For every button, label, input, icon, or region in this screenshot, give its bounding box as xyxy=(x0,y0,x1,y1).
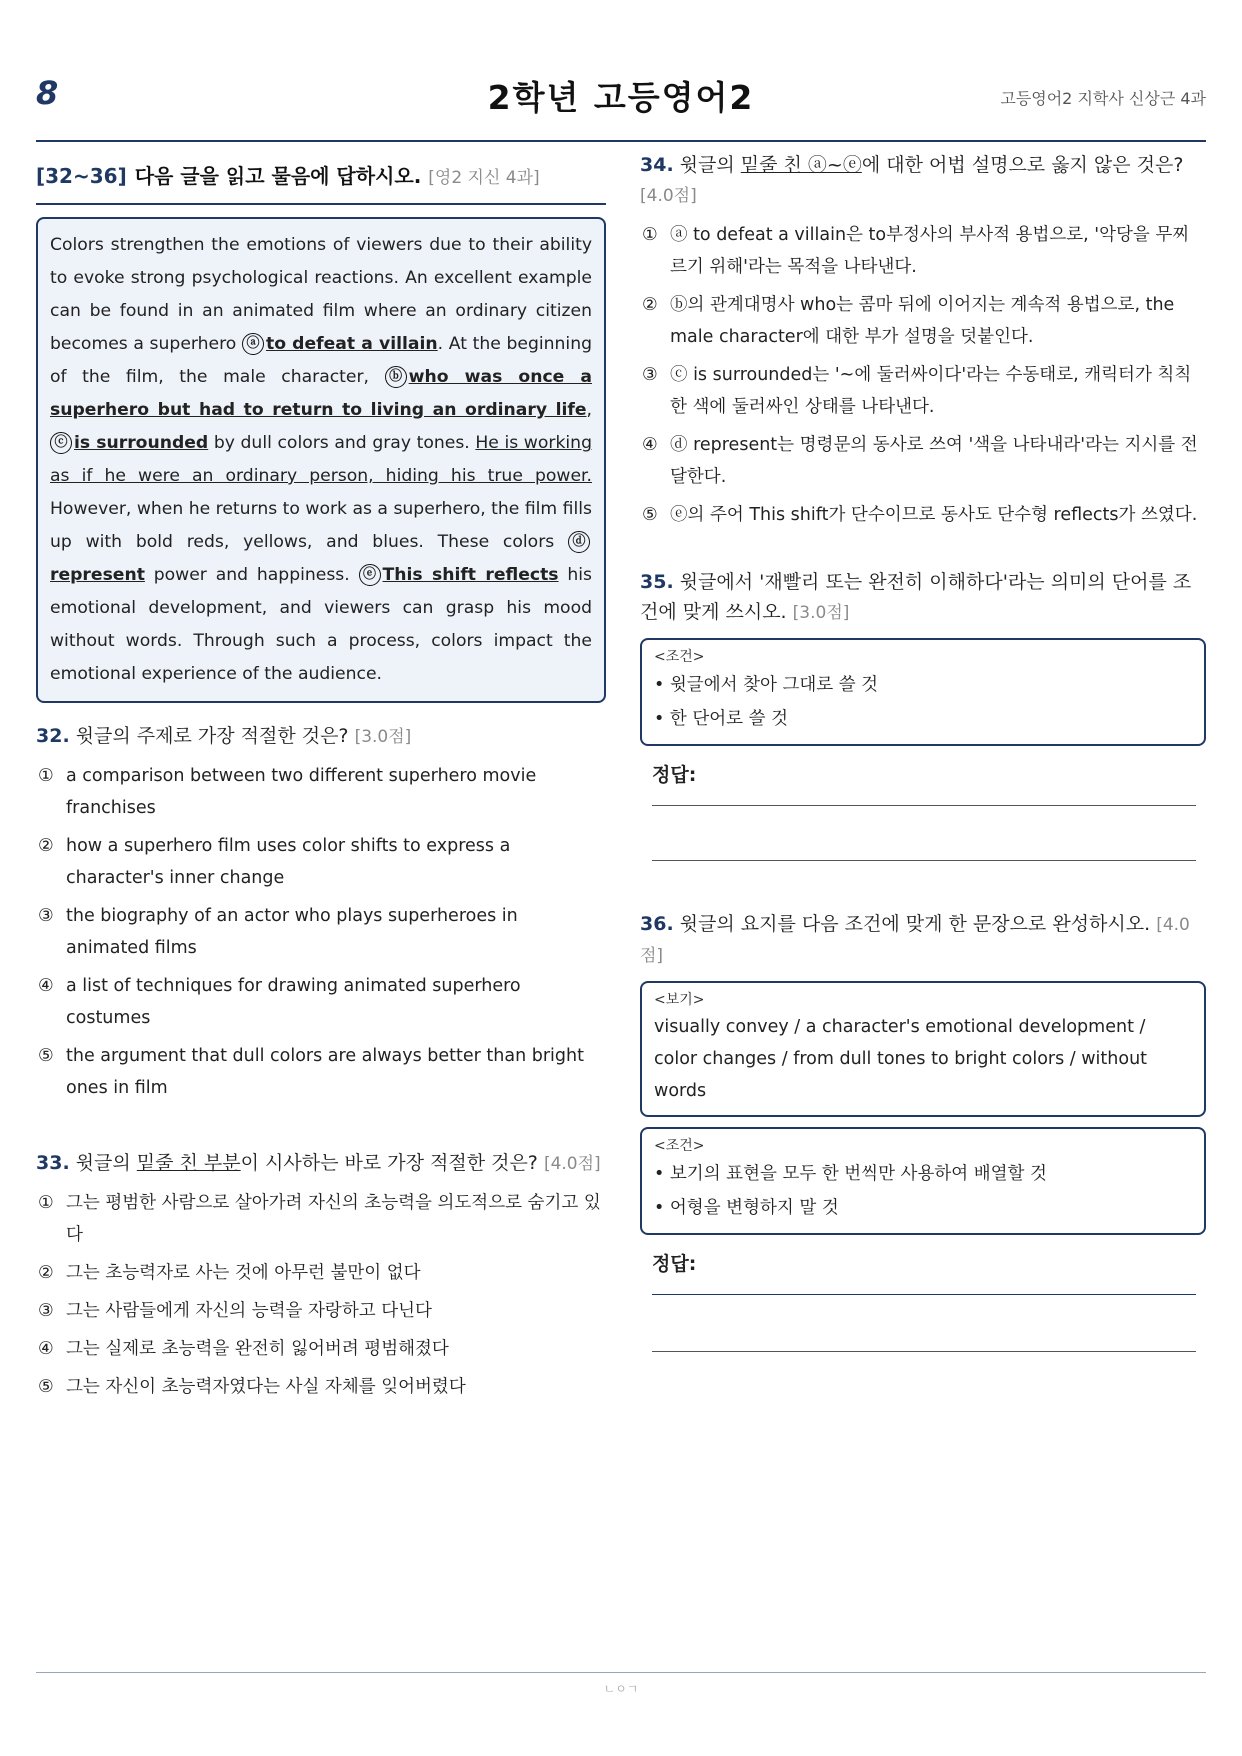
condition-item: • 보기의 표현을 모두 한 번씩만 사용하여 배열할 것 xyxy=(654,1164,1047,1184)
underlined-b: who was once a superhero but had to return to living an ordinary life xyxy=(50,367,592,420)
option-number: ③ xyxy=(642,365,658,385)
q33-option-4[interactable] xyxy=(36,1333,606,1365)
q34-options xyxy=(640,219,1206,531)
q32-option-4[interactable] xyxy=(36,970,606,1034)
question-32 xyxy=(36,721,606,752)
condition-item: • 어형을 변형하지 말 것 xyxy=(654,1198,839,1218)
option-number: ① xyxy=(38,766,54,786)
question-points: [3.0점] xyxy=(354,727,412,747)
q35-answer-line-1[interactable] xyxy=(652,805,1196,806)
question-text-underlined: 밑줄 친 부분 xyxy=(136,1152,241,1174)
q32-option-2[interactable] xyxy=(36,830,606,894)
option-text: 그는 실제로 초능력을 완전히 잃어버려 평범해졌다 xyxy=(66,1339,449,1359)
conditions-label: <조건> xyxy=(654,1138,705,1154)
q32-options xyxy=(36,760,606,1104)
passage-text: Colors strengthen the emotions of viewers due to their ability to evoke strong psychological reactions. An excellent example can be found in an animated film where an ordinary citizen becomes a superhero xyxy=(50,235,592,354)
question-text: 윗글에서 '재빨리 또는 완전히 이해하다'라는 의미의 단어를 조건에 맞게 쓰시오. xyxy=(640,571,1192,623)
section-range: [32~36] xyxy=(36,164,127,188)
marker-c: ⓒ xyxy=(50,432,72,454)
question-points: [3.0점] xyxy=(792,603,850,623)
option-text: 그는 평범한 사람으로 살아가려 자신의 초능력을 의도적으로 숨기고 있다 xyxy=(66,1193,601,1245)
underlined-c: is surrounded xyxy=(74,433,209,453)
q33-option-2[interactable] xyxy=(36,1257,606,1289)
question-points: [4.0점] xyxy=(640,915,1190,966)
q32-option-1[interactable] xyxy=(36,760,606,824)
q36-example-box xyxy=(640,981,1206,1117)
question-33 xyxy=(36,1148,606,1179)
left-column xyxy=(36,160,606,1409)
q34-option-5[interactable] xyxy=(640,499,1206,531)
q34-option-1[interactable] xyxy=(640,219,1206,283)
question-points: [4.0점] xyxy=(543,1154,601,1174)
q33-option-1[interactable] xyxy=(36,1187,606,1251)
footer-divider xyxy=(36,1672,1206,1673)
section-source: [영2 지신 4과] xyxy=(428,168,540,188)
page-number: 8 xyxy=(36,74,59,112)
question-36 xyxy=(640,909,1206,971)
option-number: ⑤ xyxy=(38,1046,54,1066)
q32-option-5[interactable] xyxy=(36,1040,606,1104)
passage-text: power and happiness. xyxy=(144,565,359,585)
option-number: ④ xyxy=(38,1339,54,1359)
question-text: 윗글의 xyxy=(75,1152,137,1174)
conditions-label: <조건> xyxy=(654,649,705,665)
option-text: ⓒ is surrounded는 '~에 둘러싸이다'라는 수동태로, 캐릭터가 칙칙한 색에 둘러싸인 상태를 나타낸다. xyxy=(670,365,1192,417)
q33-options xyxy=(36,1187,606,1403)
reading-passage xyxy=(36,217,606,703)
underlined-sentence: He is working as if he were an ordinary person, hiding his true power. xyxy=(50,433,592,486)
page-header xyxy=(36,60,1206,142)
course-info: 고등영어2 지학사 신상근 4과 xyxy=(1000,89,1206,108)
section-instruction: 다음 글을 읽고 물음에 답하시오. xyxy=(134,164,422,188)
option-text: 그는 자신이 초능력자였다는 사실 자체를 잊어버렸다 xyxy=(66,1377,466,1397)
question-number: 33. xyxy=(36,1152,70,1174)
marker-e: ⓔ xyxy=(359,564,381,586)
option-text: a list of techniques for drawing animated superhero costumes xyxy=(66,976,521,1028)
exam-title: 2학년 고등영어2 xyxy=(487,78,755,117)
option-text: the argument that dull colors are always better than bright ones in film xyxy=(66,1046,584,1098)
option-number: ① xyxy=(38,1193,54,1213)
q34-option-3[interactable] xyxy=(640,359,1206,423)
footer-mark: ㄴㅇㄱ xyxy=(603,1682,639,1696)
q34-option-4[interactable] xyxy=(640,429,1206,493)
option-text: 그는 초능력자로 사는 것에 아무런 불만이 없다 xyxy=(66,1263,421,1283)
marker-b: ⓑ xyxy=(385,366,407,388)
question-number: 35. xyxy=(640,571,674,593)
q36-answer-line-2[interactable] xyxy=(652,1351,1196,1352)
question-text: 이 시사하는 바로 가장 적절한 것은? xyxy=(240,1152,538,1174)
underlined-d: represent xyxy=(50,565,145,585)
option-text: ⓑ의 관계대명사 who는 콤마 뒤에 이어지는 계속적 용법으로, the male character에 대한 부가 설명을 덧붙인다. xyxy=(670,295,1175,347)
passage-text: . At the beginning of the film, the male character, xyxy=(50,334,592,387)
q36-answer-label: 정답: xyxy=(652,1253,697,1275)
underlined-a: to defeat a villain xyxy=(265,334,438,354)
question-number: 36. xyxy=(640,913,674,935)
q33-option-5[interactable] xyxy=(36,1371,606,1403)
underlined-e: This shift reflects xyxy=(382,565,559,585)
option-number: ④ xyxy=(642,435,658,455)
q32-option-3[interactable] xyxy=(36,900,606,964)
question-35 xyxy=(640,567,1206,628)
option-text: the biography of an actor who plays superheroes in animated films xyxy=(66,906,518,958)
question-text: 윗글의 요지를 다음 조건에 맞게 한 문장으로 완성하시오. xyxy=(679,913,1151,935)
option-text: ⓓ represent는 명령문의 동사로 쓰여 '색을 나타내라'라는 지시를 전달한다. xyxy=(670,435,1198,487)
question-text: 윗글의 xyxy=(679,154,741,176)
q36-conditions-box xyxy=(640,1127,1206,1235)
option-number: ② xyxy=(38,836,54,856)
option-number: ③ xyxy=(38,906,54,926)
passage-text: his emotional development, and viewers can grasp his mood without words. Through such a process, colors impact the emotional experience of the audience. xyxy=(50,565,592,684)
option-number: ⑤ xyxy=(642,505,658,525)
example-label: <보기> xyxy=(654,992,705,1008)
q36-answer-line-1[interactable] xyxy=(652,1294,1196,1295)
q33-option-3[interactable] xyxy=(36,1295,606,1327)
passage-text: , xyxy=(586,400,592,420)
option-text: ⓐ to defeat a villain은 to부정사의 부사적 용법으로, '악당을 무찌르기 위해'라는 목적을 나타낸다. xyxy=(670,225,1190,277)
q35-answer-label: 정답: xyxy=(652,764,697,786)
option-text: how a superhero film uses color shifts to express a character's inner change xyxy=(66,836,511,888)
question-points: [4.0점] xyxy=(640,186,697,206)
question-number: 34. xyxy=(640,154,674,176)
question-text: 윗글의 주제로 가장 적절한 것은? xyxy=(75,725,349,747)
question-34 xyxy=(640,150,1206,211)
q34-option-2[interactable] xyxy=(640,289,1206,353)
option-number: ③ xyxy=(38,1301,54,1321)
condition-item: • 한 단어로 쓸 것 xyxy=(654,709,789,729)
condition-item: • 윗글에서 찾아 그대로 쓸 것 xyxy=(654,675,879,695)
option-text: a comparison between two different superhero movie franchises xyxy=(66,766,537,818)
marker-d: ⓓ xyxy=(568,531,590,553)
option-number: ⑤ xyxy=(38,1377,54,1397)
q35-answer-line-2[interactable] xyxy=(652,860,1196,861)
option-text: 그는 사람들에게 자신의 능력을 자랑하고 다닌다 xyxy=(66,1301,432,1321)
marker-a: ⓐ xyxy=(242,333,264,355)
option-number: ① xyxy=(642,225,658,245)
passage-text: by dull colors and gray tones. xyxy=(208,433,476,453)
example-text: visually convey / a character's emotional development / color changes / from dull tones to bright colors / without words xyxy=(654,1017,1148,1101)
option-number: ④ xyxy=(38,976,54,996)
question-text-underlined: 밑줄 친 ⓐ~ⓔ xyxy=(740,154,862,176)
passage-text: However, when he returns to work as a superhero, the film fills up with bold reds, yellows, and blues. These colors xyxy=(50,499,592,552)
right-column xyxy=(640,150,1206,1352)
q35-conditions-box xyxy=(640,638,1206,746)
question-text: 에 대한 어법 설명으로 옳지 않은 것은? xyxy=(861,154,1184,176)
option-number: ② xyxy=(642,295,658,315)
option-number: ② xyxy=(38,1263,54,1283)
section-heading xyxy=(36,160,606,205)
question-number: 32. xyxy=(36,725,70,747)
option-text: ⓔ의 주어 This shift가 단수이므로 동사도 단수형 reflects가 쓰였다. xyxy=(670,505,1198,525)
